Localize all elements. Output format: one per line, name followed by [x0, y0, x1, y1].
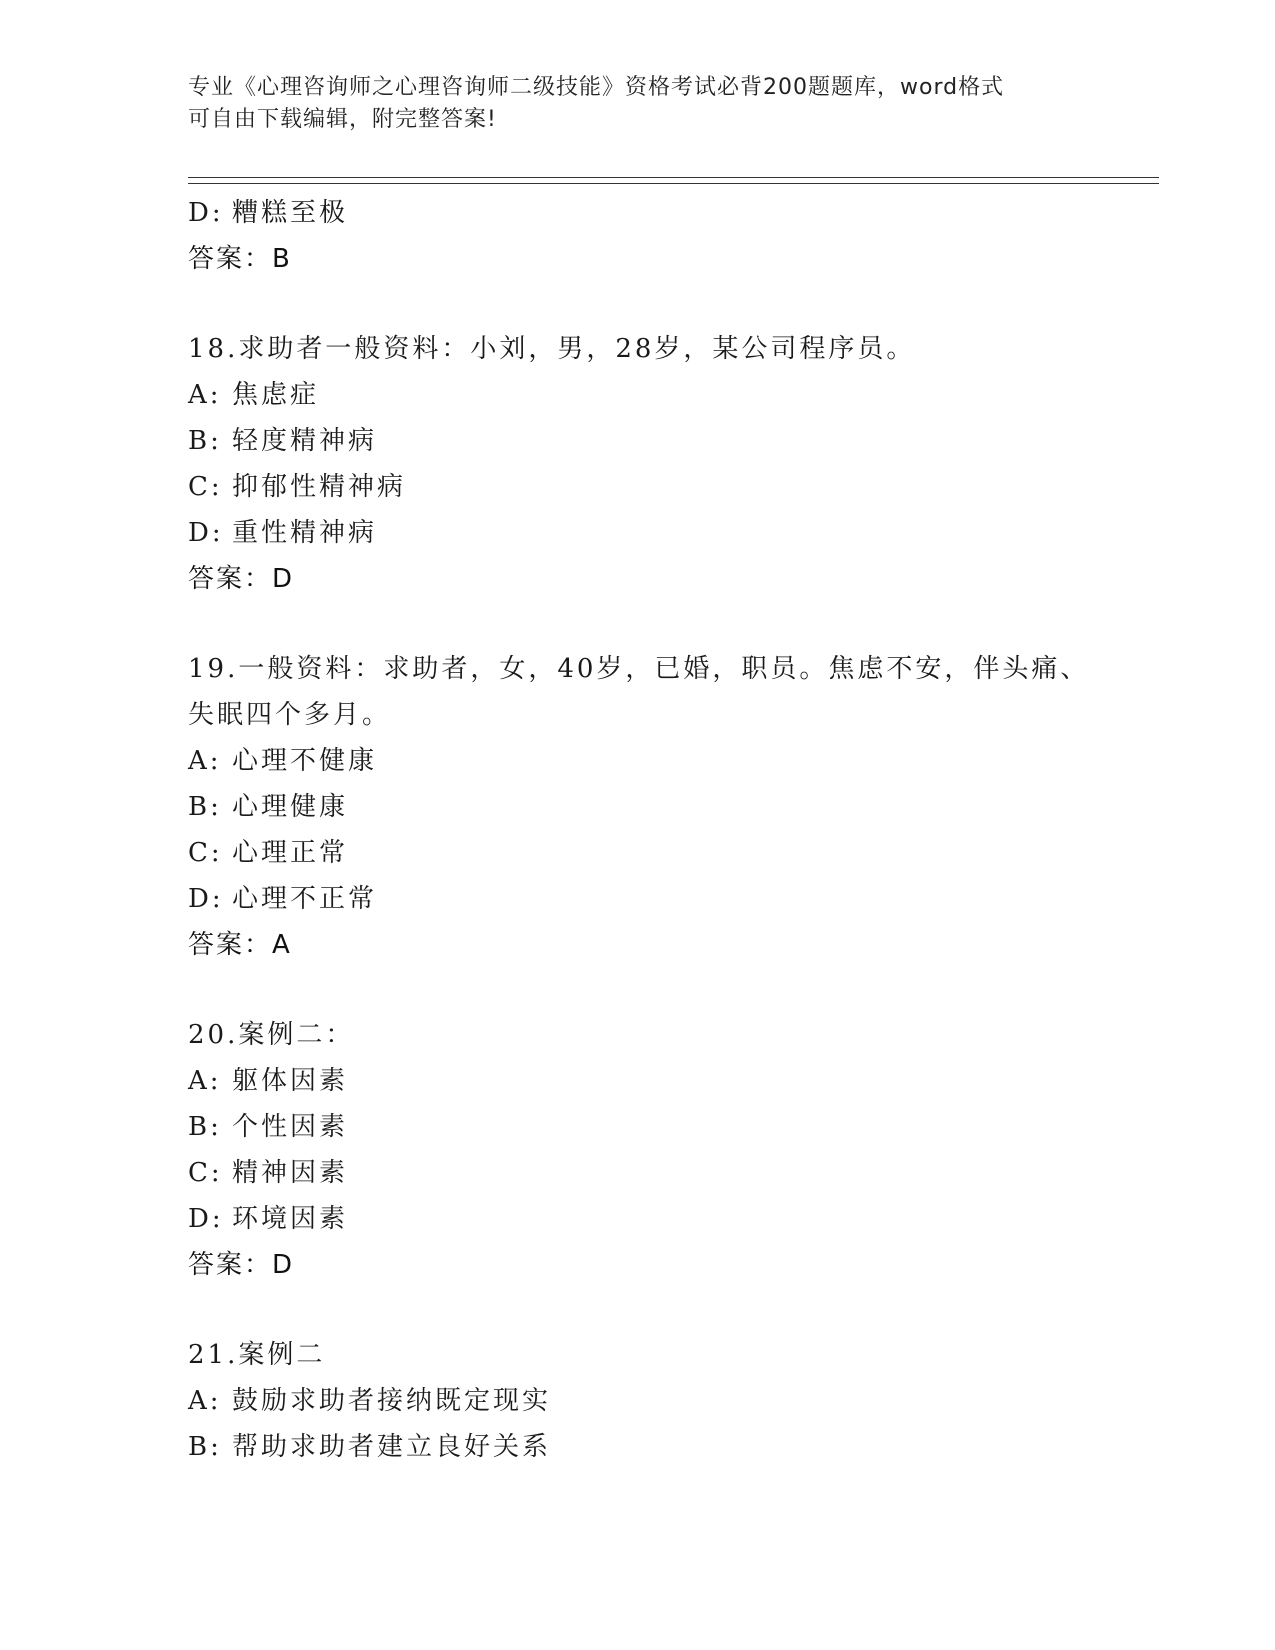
q18-answer: 答案：D	[188, 564, 295, 594]
option-text: 鼓励求助者接纳既定现实	[232, 1386, 552, 1416]
option-key: C:	[188, 838, 223, 868]
option-text: 重性精神病	[232, 518, 378, 548]
q17-answer: 答案：B	[188, 244, 292, 274]
q19-stem-line-1: 19.一般资料：求助者，女，40岁，已婚，职员。焦虑不安，伴头痛、	[188, 654, 1090, 684]
q21-option-b	[188, 1424, 1088, 1470]
q18-option-d	[188, 510, 1088, 556]
q20-stem: 20.案例二：	[188, 1020, 355, 1050]
q21-stem: 21.案例二	[188, 1340, 326, 1370]
option-key: C:	[188, 472, 223, 502]
option-text: 心理正常	[232, 838, 349, 868]
option-key: D:	[188, 884, 224, 914]
q18-option-c	[188, 464, 1088, 510]
option-text: 帮助求助者建立良好关系	[232, 1432, 552, 1462]
option-text: 躯体因素	[232, 1066, 349, 1096]
option-key: D:	[188, 518, 224, 548]
option-text: 焦虑症	[232, 380, 320, 410]
q19-answer: 答案：A	[188, 930, 292, 960]
q20-answer: 答案：D	[188, 1250, 295, 1280]
option-key: B:	[188, 426, 222, 456]
header-divider-top	[188, 177, 1159, 178]
q19-option-b	[188, 784, 1088, 830]
q18-stem: 18.求助者一般资料：小刘，男，28岁，某公司程序员。	[188, 334, 916, 364]
q19-option-c	[188, 830, 1088, 876]
option-text: 心理不正常	[232, 884, 378, 914]
document-header	[188, 72, 1068, 136]
q17-option-d	[188, 190, 1088, 236]
q19-stem-line-2: 失眠四个多月。	[188, 700, 392, 730]
option-key: A:	[188, 380, 222, 410]
q20-option-c	[188, 1150, 1088, 1196]
option-key: B:	[188, 1432, 222, 1462]
q20-option-b	[188, 1104, 1088, 1150]
option-key: B:	[188, 792, 222, 822]
option-key: D:	[188, 1204, 224, 1234]
q19-option-a	[188, 738, 1088, 784]
q19-option-d	[188, 876, 1088, 922]
option-key: C:	[188, 1158, 223, 1188]
q21-option-a	[188, 1378, 1088, 1424]
header-line-2: 可自由下载编辑，附完整答案!	[188, 107, 497, 132]
option-key: A:	[188, 746, 222, 776]
option-key: A:	[188, 1066, 222, 1096]
option-text: 心理健康	[232, 792, 349, 822]
option-key: A:	[188, 1386, 222, 1416]
header-line-1: 专业《心理咨询师之心理咨询师二级技能》资格考试必背200题题库，word格式	[188, 75, 1005, 100]
header-divider-bottom	[188, 183, 1159, 184]
option-text: 个性因素	[232, 1112, 349, 1142]
option-text: 抑郁性精神病	[232, 472, 407, 502]
option-key: D:	[188, 198, 224, 228]
q18-option-a	[188, 372, 1088, 418]
q18-option-b	[188, 418, 1088, 464]
option-text: 心理不健康	[232, 746, 378, 776]
q20-option-a	[188, 1058, 1088, 1104]
q20-option-d	[188, 1196, 1088, 1242]
option-text: 精神因素	[232, 1158, 349, 1188]
option-text: 环境因素	[232, 1204, 349, 1234]
option-text: 轻度精神病	[232, 426, 378, 456]
question-list	[188, 190, 1088, 1470]
option-text: 糟糕至极	[232, 198, 349, 228]
option-key: B:	[188, 1112, 222, 1142]
